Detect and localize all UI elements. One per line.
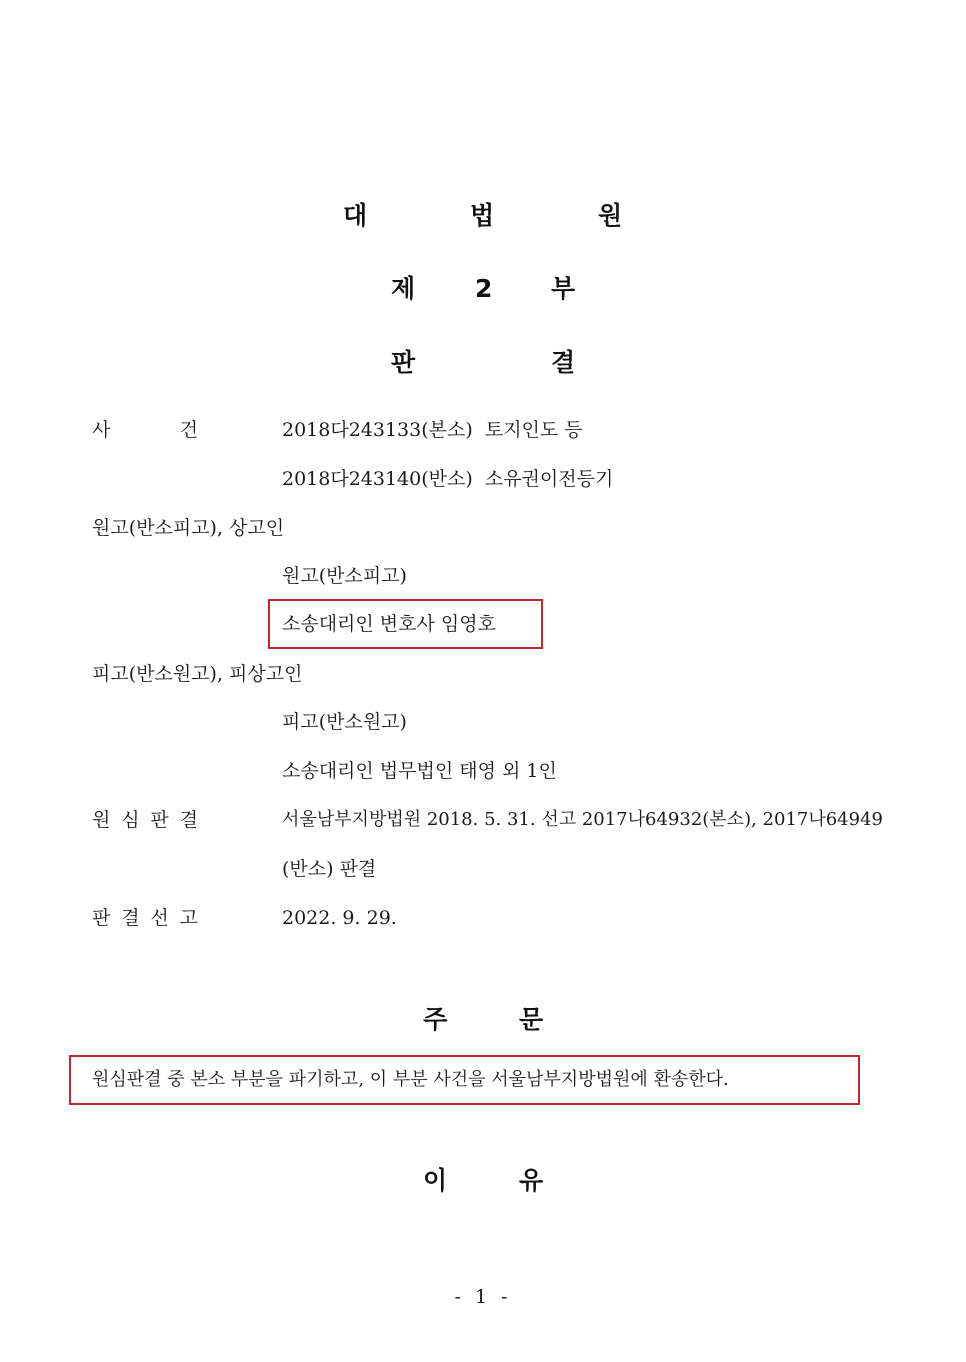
verdict-date-value: 2022. 9. 29.	[282, 907, 397, 929]
reasons-title-char-2: 유	[519, 1166, 544, 1195]
plaintiff-attorney: 소송대리인 변호사 임영호	[282, 613, 496, 635]
division-char-1: 제	[391, 274, 416, 303]
lower-judgment-text: 서울남부지방법원 2018. 5. 31. 선고 2017나64932(본소), 2017나64949	[282, 809, 883, 830]
verdict-date-label-char: 판	[92, 907, 111, 929]
division-char-2: 2	[475, 274, 493, 303]
lower-judgment-text-cont: (반소) 판결	[282, 858, 377, 880]
defendant-heading: 피고(반소원고), 피상고인	[92, 663, 303, 685]
court-name-char-2: 법	[470, 201, 495, 230]
division-char-3: 부	[551, 274, 576, 303]
plaintiff-party: 원고(반소피고)	[282, 565, 407, 587]
case-label-char: 건	[179, 419, 198, 441]
order-text: 원심판결 중 본소 부분을 파기하고, 이 부분 사건을 서울남부지방법원에 환송한다.	[92, 1069, 729, 1090]
doc-type-char-1: 판	[391, 348, 416, 377]
court-name-char-1: 대	[343, 201, 368, 230]
verdict-date-label	[92, 909, 198, 928]
court-name-char-3: 원	[598, 201, 623, 230]
doc-type-char-2: 결	[551, 348, 576, 377]
defendant-attorney: 소송대리인 법무법인 태영 외 1인	[282, 760, 557, 782]
lower-judgment-label-char: 심	[121, 809, 140, 831]
order-title-char-2: 문	[519, 1005, 544, 1034]
verdict-date-label-char: 결	[121, 907, 140, 929]
case-label	[92, 421, 198, 440]
order-title-char-1: 주	[423, 1005, 448, 1034]
lower-judgment-label-char: 원	[92, 809, 111, 831]
lower-judgment-label-char: 결	[179, 809, 198, 831]
page-number: - 1 -	[454, 1286, 512, 1308]
defendant-party: 피고(반소원고)	[282, 711, 407, 733]
reasons-title-char-1: 이	[423, 1166, 448, 1195]
verdict-date-label-char: 선	[150, 907, 169, 929]
case-number-counter: 2018다243140(반소) 소유권이전등기	[282, 468, 614, 490]
case-number-main: 2018다243133(본소) 토지인도 등	[282, 419, 583, 441]
lower-judgment-label-char: 판	[150, 809, 169, 831]
case-label-char: 사	[92, 419, 111, 441]
plaintiff-heading: 원고(반소피고), 상고인	[92, 517, 285, 539]
lower-judgment-label	[92, 811, 198, 830]
verdict-date-label-char: 고	[179, 907, 198, 929]
